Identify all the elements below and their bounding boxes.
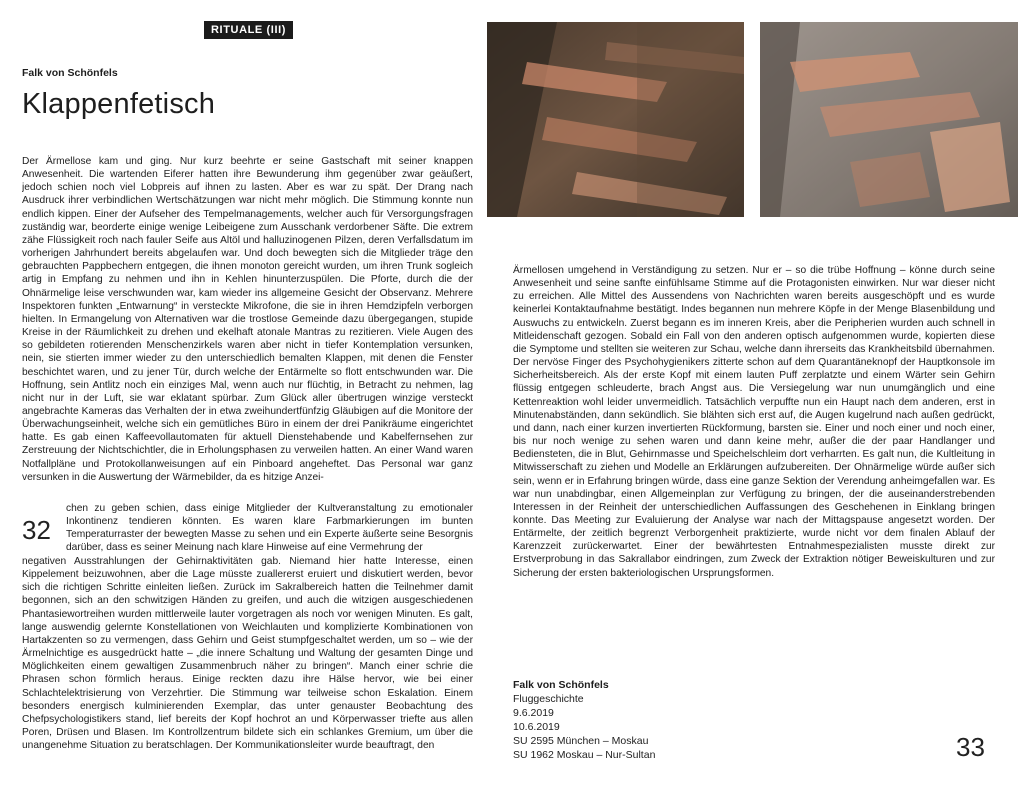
author-name: Falk von Schönfels (22, 67, 118, 79)
left-body-paragraph-2: negativen Ausstrahlungen der Gehirnaktivitäten gab. Niemand hier hatte Interesse, einen Kippelement beizuwohnen, aber die Lage müsste zuallererst eruiert und diskutiert werden, bevor sich die richtigen Schritte einleiten ließen. Zurück im Sakralbereich hatten die Teilnehmer damit begonnen, sich an den schwitzigen Händen zu greifen, und auch die witzigen ausgeschiedenen Phantasiewortreihen wurden mittlerweile lauter vorgetragen als noch vor wenigen Minuten. Es galt, lange auswendig gelernte Konstellationen von Weichlauten und komplizierte Kombinationen von Hartakzenten so zu vermengen, dass Gehirn und Geist stumpfgeschaltet werden, um so – wie der Ärmelnichtige es ausgedrückt hatte – „die innere Schaltung und Waltung der gesamten Dinge und Möglichkeiten einem gewaltigen Zusammenbruch näher zu bringen“. Manch einer schrie die Phrasen schon förmlich heraus. Einige reckten dazu ihre Hälse hervor, wie bei einer Schlachtelektrisierung von Verzehrtier. Die Stimmung war teilweise schon Eskalation. Einem besonders energisch kulminierenden Exemplar, das unter genauster Beobachtung des Chefpsychologistikers stand, lief bereits der Kopf hochrot an und Körperwasser triefte aus allen Poren, Drüsen und Blasen. Im Kontrollzentrum bildete sich ein schlankes Gremium, um über die unangenehme Situation zu beratschlagen. Der Kommunikationsleiter wurde beauftragt, den (22, 556, 473, 752)
signature-line: 9.6.2019 (513, 707, 554, 719)
page-number-left: 32 (22, 515, 51, 545)
article-title: Klappenfetisch (22, 88, 216, 120)
photo-left (487, 22, 744, 217)
page-number-right: 33 (956, 732, 985, 762)
signature-line: Fluggeschichte (513, 693, 584, 705)
signature-block (513, 678, 655, 762)
signature-line: 10.6.2019 (513, 721, 560, 733)
left-body-paragraph-1: Der Ärmellose kam und ging. Nur kurz beehrte er seine Gastschaft mit seiner knappen Anwesenheit. Die wartenden Eiferer hatten ihre Bewunderung ihm gegenüber zwar geäußert, jedoch schien noch viel Lobpreis auf ihnen zu lasten. Aber es war zu spät. Der Drang nach Ausdruck ihrer verbindlichen Wertschätzungen war nicht mehr möglich. Die Stimmung konnte nun endlich kippen. Einer der Aufseher des Tempelmanagements, welcher auch für Versorgungsfragen zuständig war, beorderte einige wenige Leibeigene zum Ausschank verdorbener Säfte. Die extrem zähe Flüssigkeit roch nach fauler Seife aus Altöl und halluzinogenen Pilzen, deren Verfallsdatum im vorherigen Jahrhundert bereits abgelaufen war. Und doch bewegten sich die Mitglieder träge den gebrauchten Pappbechern entgegen, die ihnen monoton gereicht wurden, um ihren Trunk sogleich artig in Empfang zu nehmen und ihn in Kehlen hinunterzuspülen. Die Pforte, durch die der Ohnärmelige leise verschwunden war, kam wieder ins allgemeine Gesicht der Observanz. Mehrere Inspektoren funkten „Entwarnung“ in versteckte Mikrofone, die sie in ihren Hemdzipfeln verborgen hielten. In Ermangelung von Alternativen war die trostlose Gemeinde dazu übergegangen, stupide Kreise in der Räumlichkeit zu drehen und ekelhaft atonale Mantras zu rezitieren. Viele Augen des so gebildeten rotierenden Menschenzirkels waren aber nicht in tiefer Kontemplation versunken, nein, sie stierten immer wieder zu den unterschiedlich bemalten Klappen, mit denen die Fenster beschichtet waren, und zu jener Tür, durch welche der Entärmelte so flott entschwunden war. Die Hoffnung, sein Antlitz noch ein einziges Mal, wenn auch nur flüchtig, in Betracht zu nehmen, lag nicht nur in der Luft, sie war eklatant spürbar. Zum Glück aller übertrugen winzige versteckt angebrachte Kameras das Verhalten der in etwa zweihundertfünfzig Gläubigen auf die Monitore der Überwachungseinheit, welche sich ein gemütliches Büro in einem der drei Panikräume eingerichtet hatte. Es gab einen Kaffeevollautomaten für aktuell Dienstehabende und Kabelfernsehen zur Zerstreuung der Nichtschichtler, die in Erholungsphasen zu verweilen hatten. An einer Wand waren Notfallpläne und Protokollanweisungen auf ein Pinboard angeheftet. Das Personal war ganz versunken in die Auswertung der Wärmebilder, da es hitzige Anzei- (22, 156, 473, 483)
left-body-indent: chen zu geben schien, dass einige Mitglieder der Kultveranstaltung zu emotionaler Inkontinenz tendieren könnten. Es waren klare Farbmarkierungen im bunten Temperaturraster der bewegten Masse zu sehen und ein Experte äußerte seine Besorgnis darüber, dass es seiner Meinung nach klare Hinweise auf eine Vermehrung der (66, 503, 473, 554)
photo-right (760, 22, 1018, 217)
section-label: RITUALE (III) (204, 21, 293, 39)
signature-line: SU 1962 Moskau – Nur-Sultan (513, 749, 656, 761)
right-body-paragraph: Ärmellosen umgehend in Verständigung zu setzen. Nur er – so die trübe Hoffnung – könne durch seine Anwesenheit und seine sanfte einfühlsame Stimme auf die Protagonisten einwirken. Nur war dieser nicht zu erreichen. Alle Mittel des Aussendens von Nachrichten waren bereits ausgeschöpft und es wurde keinerlei Kontaktaufnahme bestätigt. Indes begannen nun mehrere Köpfe in der Menge Blasenbildung und Auswuchs zu entwickeln. Zuerst begann es im inneren Kreis, aber die Peripherien wurden auch schnell in Mitleidenschaft gezogen. Sobald ein Fall von den anderen optisch aufgenommen wurde, kopierten diese die Symptome und stellten sie weiteren zur Schau, welche dann ihrerseits das Krankheitsbild übernahmen. Der nervöse Finger des Psychohygienikers zitterte schon auf dem Quarantäneknopf der Hauptkonsole im Sicherheitsbereich. Als der erste Kopf mit einem lauten Puff zerplatzte und einem Wärter sein Gehirn flüssig entgegen schleuderte, brach Angst aus. Die Versiegelung war nun unumgänglich und eine Kettenreaktion wohl leider unvermeidlich. Tatsächlich verpuffte nun ein Haupt nach dem anderen, erst in Minutenabständen, dann sekündlich. Sie blähten sich erst auf, die Augen kugelrund nach außen gedrückt, und dann, nach einer kurzen invertierten Rückformung, barsten sie. Einer und noch einer und noch einer, bis nur noch wenige zu sehen waren und dann keine mehr, außer die der paar Handlanger und Bediensteten, die in Blut, Gehirnmasse und Speichelschleim dort verharrten. Es galt nun, die Kultleitung in Mitwisserschaft zu ziehen und Modelle an Erklärungen aufzubereiten. Der Ohnärmelige würde außer sich sein, wenn er in Erfahrung bringen würde, dass eine ganze Sektion der Verendung anheimgefallen war. Es war nun unabdingbar, einen Allgemeinplan zur Verfügung zu bringen, der die auseinanderstrebenden Interessen in der Reinheit der unterschiedlichen Auffassungen des Geschehenen in Einklang bringen konnte. Das Meeting zur Evaluierung der Analyse war nach der Mittagspause angesetzt worden. Der Entärmelte, der zeitlich begrenzt Verborgenheit praktizierte, wurde nicht vor dem finalen Ablauf der Karenzzeit zurückerwartet. Einer der bewährtesten Entnahmespezialisten musste direkt zur Erstverprobung in das Sakrallabor eindringen, zum Zweck der Extraktion nötiger Beweiskulturen und zur Sicherung der ersten bakteriologischen Ursprungsformen. (513, 265, 995, 579)
signature-line: SU 2595 München – Moskau (513, 735, 649, 747)
signature-name: Falk von Schönfels (513, 679, 609, 691)
